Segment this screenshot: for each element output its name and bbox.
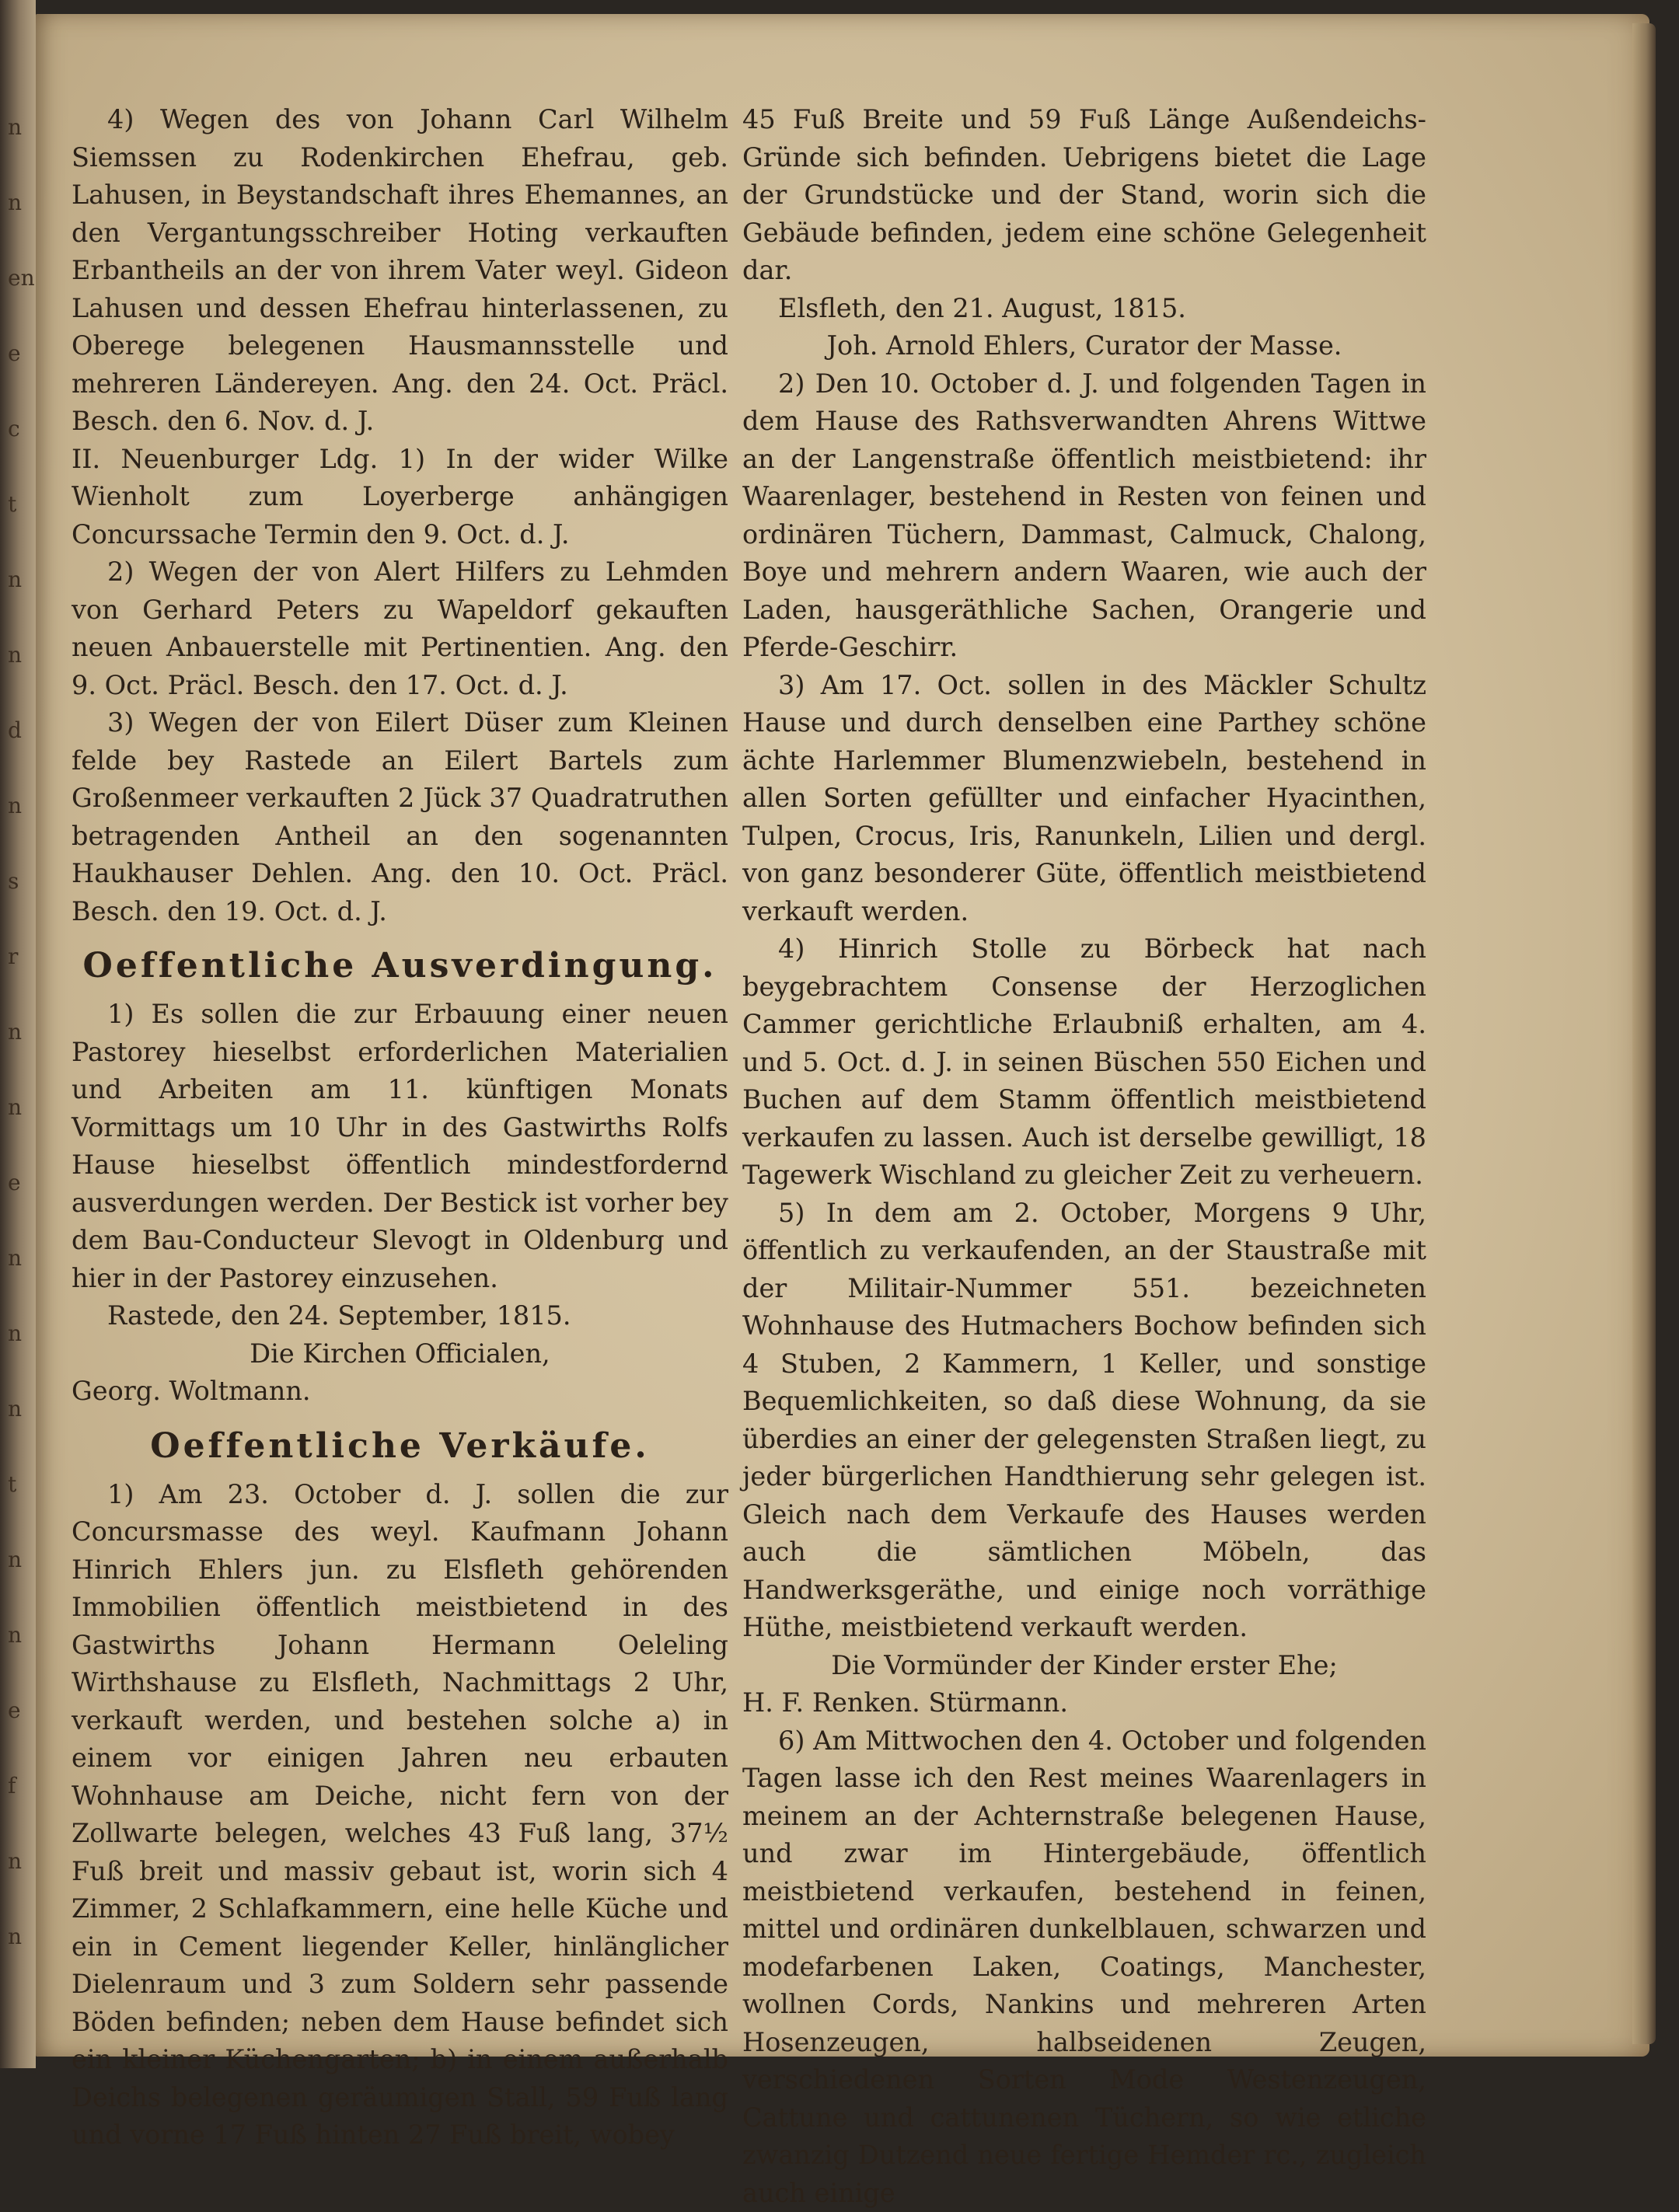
paragraph: 3) Am 17. Oct. sollen in des Mäckler Schultz Hause und durch denselben eine Parthey schöne ächte Harlemmer Blumenzwiebeln, bestehend in allen Sorten gefüllter und einfacher Hyacinthen, Tulpen, Crocus, Iris, Ranunkeln, Lilien und dergl. von ganz besonderer Güte, öffentlich meistbietend verkauft werden.: [742, 667, 1426, 931]
margin-letter: e: [8, 1700, 36, 1722]
paragraph: 2) Den 10. October d. J. und folgenden Tagen in dem Hause des Rathsverwandten Ahrens Wittwe an der Langenstraße öffentlich meistbietend: ihr Waarenlager, bestehend in Resten von feinen und ordinären Tüchern, Dammast, Calmuck, Chalong, Boye und mehrern andern Waaren, wie auch der Laden, hausgeräthliche Sachen, Orangerie und Pferde-Geschirr.: [742, 365, 1426, 667]
margin-letter: r: [8, 946, 36, 968]
left-column-sales-paragraphs: [72, 1476, 728, 2154]
margin-letter: d: [8, 720, 36, 741]
paragraph: 4) Wegen des von Johann Carl Wilhelm Siemssen zu Rodenkirchen Ehefrau, geb. Lahusen, in Beystandschaft ihres Ehemannes, an den Vergantungsschreiber Hoting verkauften Erbantheils an der von ihrem Vater weyl. Gideon Lahusen und dessen Ehefrau hinterlassenen, zu Oberege belegenen Hausmannsstelle und mehreren Ländereyen. Ang. den 24. Oct. Präcl. Besch. den 6. Nov. d. J.: [72, 101, 728, 441]
paragraph: Die Kirchen Officialen,: [72, 1335, 728, 1373]
margin-letter: n: [8, 1624, 36, 1646]
paragraph: Die Vormünder der Kinder erster Ehe;: [742, 1647, 1426, 1685]
paragraph: 4) Hinrich Stolle zu Börbeck hat nach beygebrachtem Consense der Herzoglichen Cammer gerichtliche Erlaubniß erhalten, am 4. und 5. Oct. d. J. in seinen Büschen 550 Eichen und Buchen auf dem Stamm öffentlich meistbietend verkaufen zu lassen. Auch ist derselbe gewilligt, 18 Tagewerk Wischland zu gleicher Zeit zu verheuern.: [742, 930, 1426, 1195]
left-column-paragraphs: [72, 101, 728, 930]
margin-letter: c: [8, 418, 36, 440]
heading-public-sales: Oeffentliche Verkäufe.: [72, 1422, 728, 1471]
margin-letter: s: [8, 870, 36, 892]
margin-letter: e: [8, 1172, 36, 1194]
margin-letter: n: [8, 644, 36, 666]
page-edge: [1632, 23, 1656, 2044]
paragraph: 45 Fuß Breite und 59 Fuß Länge Außendeichs-Gründe sich befinden. Uebrigens bietet die Lage der Grundstücke und der Stand, worin sich die Gebäude befinden, jedem eine schöne Gelegenheit dar.: [742, 101, 1426, 290]
margin-letter: en: [8, 267, 36, 289]
adjacent-page-strip: [0, 0, 36, 2068]
paragraph: Georg. Woltmann.: [72, 1373, 728, 1411]
paragraph: H. F. Renken. Stürmann.: [742, 1684, 1426, 1722]
margin-letter: n: [8, 1021, 36, 1043]
margin-letter: e: [8, 343, 36, 365]
margin-letter: n: [8, 1926, 36, 1948]
margin-letter: n: [8, 1549, 36, 1571]
paragraph: Joh. Arnold Ehlers, Curator der Masse.: [742, 327, 1426, 365]
margin-letter: n: [8, 192, 36, 214]
margin-letter: t: [8, 1474, 36, 1495]
paragraph: II. Neuenburger Ldg. 1) In der wider Wilke Wienholt zum Loyerberge anhängigen Concurssache Termin den 9. Oct. d. J.: [72, 441, 728, 554]
paragraph: 6) Am Mittwochen den 4. October und folgenden Tagen lasse ich den Rest meines Waarenlagers in meinem an der Achternstraße belegenen Hause, und zwar im Hintergebäude, öffentlich meistbietend verkaufen, bestehend in feinen, mittel und ordinären dunkelblauen, schwarzen und modefarbenen Laken, Coatings, Manchester, wollnen Cords, Nankins und mehreren Arten Hosenzeugen, halbseidenen Zeugen, verschiedenen Sorten Mode Westenzeugen, Cattune und cattunenen Tüchern, so wie etliche zwanzig Dutzend neue fertige Hemder rc., zugleich auch einige: [742, 1722, 1426, 2212]
margin-letter: n: [8, 795, 36, 817]
paragraph: 3) Wegen der von Eilert Düser zum Kleinen felde bey Rastede an Eilert Bartels zum Großenmeer verkauften 2 Jück 37 Quadratruthen betragenden Antheil an den sogenannten Haukhauser Dehlen. Ang. den 10. Oct. Präcl. Besch. den 19. Oct. d. J.: [72, 704, 728, 930]
margin-letter: n: [8, 117, 36, 138]
margin-letter: n: [8, 1323, 36, 1345]
paragraph: 2) Wegen der von Alert Hilfers zu Lehmden von Gerhard Peters zu Wapeldorf gekauften neuen Anbauerstelle mit Pertinentien. Ang. den 9. Oct. Präcl. Besch. den 17. Oct. d. J.: [72, 553, 728, 704]
margin-letter: n: [8, 1097, 36, 1118]
margin-letter: f: [8, 1775, 36, 1797]
left-column: [72, 101, 728, 2154]
margin-letter: n: [8, 569, 36, 591]
right-column-paragraphs: [742, 101, 1426, 2212]
left-column-tender-paragraphs: [72, 996, 728, 1411]
margin-letter: n: [8, 1247, 36, 1269]
margin-letter: n: [8, 1851, 36, 1872]
paragraph: 1) Am 23. October d. J. sollen die zur Concursmasse des weyl. Kaufmann Johann Hinrich Ehlers jun. zu Elsfleth gehörenden Immobilien öffentlich meistbietend in des Gastwirths Johann Hermann Oeleling Wirthshause zu Elsfleth, Nachmittags 2 Uhr, verkauft werden, und bestehen solche a) in einem vor einigen Jahren neu erbauten Wohnhause am Deiche, nicht fern von der Zollwarte belegen, welches 43 Fuß lang, 37½ Fuß breit und massiv gebaut ist, worin sich 4 Zimmer, 2 Schlafkammern, eine helle Küche und ein in Cement liegender Keller, hinlänglicher Dielenraum und 3 zum Soldern sehr passende Böden befinden; neben dem Hause befindet sich ein kleiner Küchengarten; b) in einem außerhalb Deichs belegenen geräumigen Stall, 59 Fuß lang und vorne 17 Fuß hinten 27 Fuß breit, wobey: [72, 1476, 728, 2154]
paragraph: Elsfleth, den 21. August, 1815.: [742, 290, 1426, 328]
right-column: [742, 101, 1426, 2212]
margin-letter: t: [8, 494, 36, 515]
margin-letter: n: [8, 1398, 36, 1420]
paragraph: 1) Es sollen die zur Erbauung einer neuen Pastorey hieselbst erforderlichen Materialien und Arbeiten am 11. künftigen Monats Vormittags um 10 Uhr in des Gastwirths Rolfs Hause hieselbst öffentlich mindestfordernd ausverdungen werden. Der Bestick ist vorher bey dem Bau-Conducteur Slevogt in Oldenburg und hier in der Pastorey einzusehen.: [72, 996, 728, 1297]
paragraph: 5) In dem am 2. October, Morgens 9 Uhr, öffentlich zu verkaufenden, an der Staustraße mit der Militair-Nummer 551. bezeichneten Wohnhause des Hutmachers Bochow befinden sich 4 Stuben, 2 Kammern, 1 Keller, und sonstige Bequemlichkeiten, so daß diese Wohnung, da sie überdies an einer der gelegensten Straßen liegt, zu jeder bürgerlichen Handthierung sehr gelegen ist. Gleich nach dem Verkaufe des Hauses werden auch die sämtlichen Möbeln, das Handwerksgeräthe, und einige noch vorräthige Hüthe, meistbietend verkauft werden.: [742, 1195, 1426, 1647]
heading-public-tender: Oeffentliche Ausverdingung.: [72, 941, 728, 991]
paragraph: Rastede, den 24. September, 1815.: [72, 1297, 728, 1335]
